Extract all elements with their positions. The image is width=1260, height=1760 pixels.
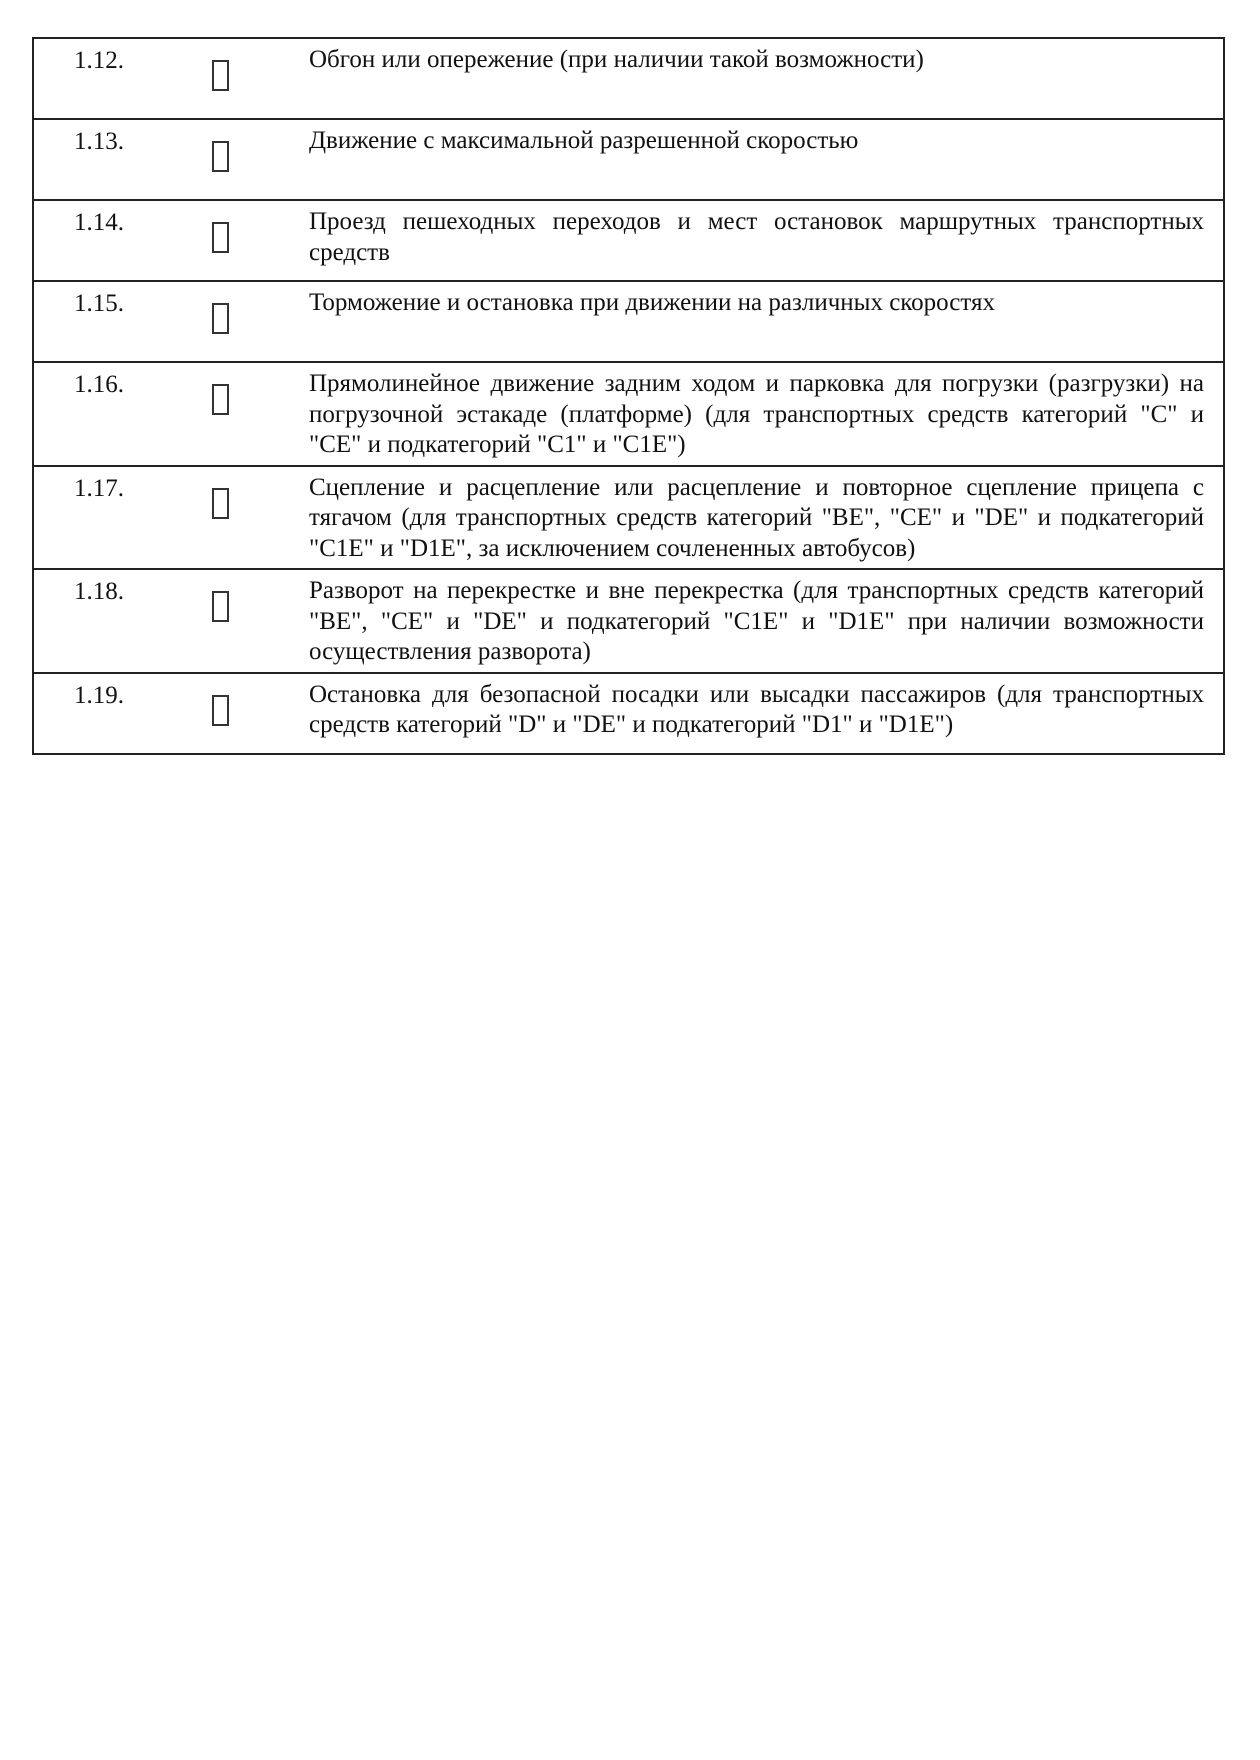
table-row [33,569,1224,673]
checkbox[interactable] [212,303,229,334]
item-text: Торможение и остановка при движении на различных скоростях [291,281,1224,362]
checkbox-cell [203,119,291,200]
table-row [33,38,1224,119]
item-number: 1.13. [33,119,203,200]
item-number: 1.19. [33,673,203,754]
item-text: Сцепление и расцепление или расцепление и повторное сцепление прицепа с тягачом (для транспортных средств категорий "BE", "CE" и "DE" и подкатегорий "C1E" и "D1E", за исключением сочлененных автобусов) [291,466,1224,570]
table-row [33,466,1224,570]
checkbox[interactable] [212,591,229,622]
item-text: Разворот на перекрестке и вне перекрестка (для транспортных средств категорий "BE", "CE" и "DE" и подкатегорий "C1E" и "D1E" при наличии возможности осуществления разворота) [291,569,1224,673]
table-row [33,200,1224,281]
checkbox-cell [203,569,291,673]
item-number: 1.17. [33,466,203,570]
checkbox-cell [203,38,291,119]
table-row [33,119,1224,200]
item-number: 1.18. [33,569,203,673]
checkbox[interactable] [212,384,229,415]
checkbox-cell [203,466,291,570]
checkbox[interactable] [212,141,229,172]
item-number: 1.12. [33,38,203,119]
checkbox-cell [203,200,291,281]
checkbox-cell [203,673,291,754]
checkbox-cell [203,362,291,466]
checkbox-cell [203,281,291,362]
item-number: 1.15. [33,281,203,362]
checklist-table [32,37,1225,755]
table-row [33,673,1224,754]
checkbox[interactable] [212,222,229,253]
checkbox[interactable] [212,695,229,726]
table-row [33,362,1224,466]
item-text: Прямолинейное движение задним ходом и парковка для погрузки (разгрузки) на погрузочной эстакаде (платформе) (для транспортных средств категорий "C" и "CE" и подкатегорий "C1" и "C1E") [291,362,1224,466]
item-number: 1.16. [33,362,203,466]
checkbox[interactable] [212,60,229,91]
item-text: Остановка для безопасной посадки или высадки пассажиров (для транспортных средств категорий "D" и "DE" и подкатегорий "D1" и "D1E") [291,673,1224,754]
item-text: Движение с максимальной разрешенной скоростью [291,119,1224,200]
checkbox[interactable] [212,488,229,519]
table-row [33,281,1224,362]
item-number: 1.14. [33,200,203,281]
item-text: Проезд пешеходных переходов и мест остановок маршрутных транспортных средств [291,200,1224,281]
item-text: Обгон или опережение (при наличии такой возможности) [291,38,1224,119]
